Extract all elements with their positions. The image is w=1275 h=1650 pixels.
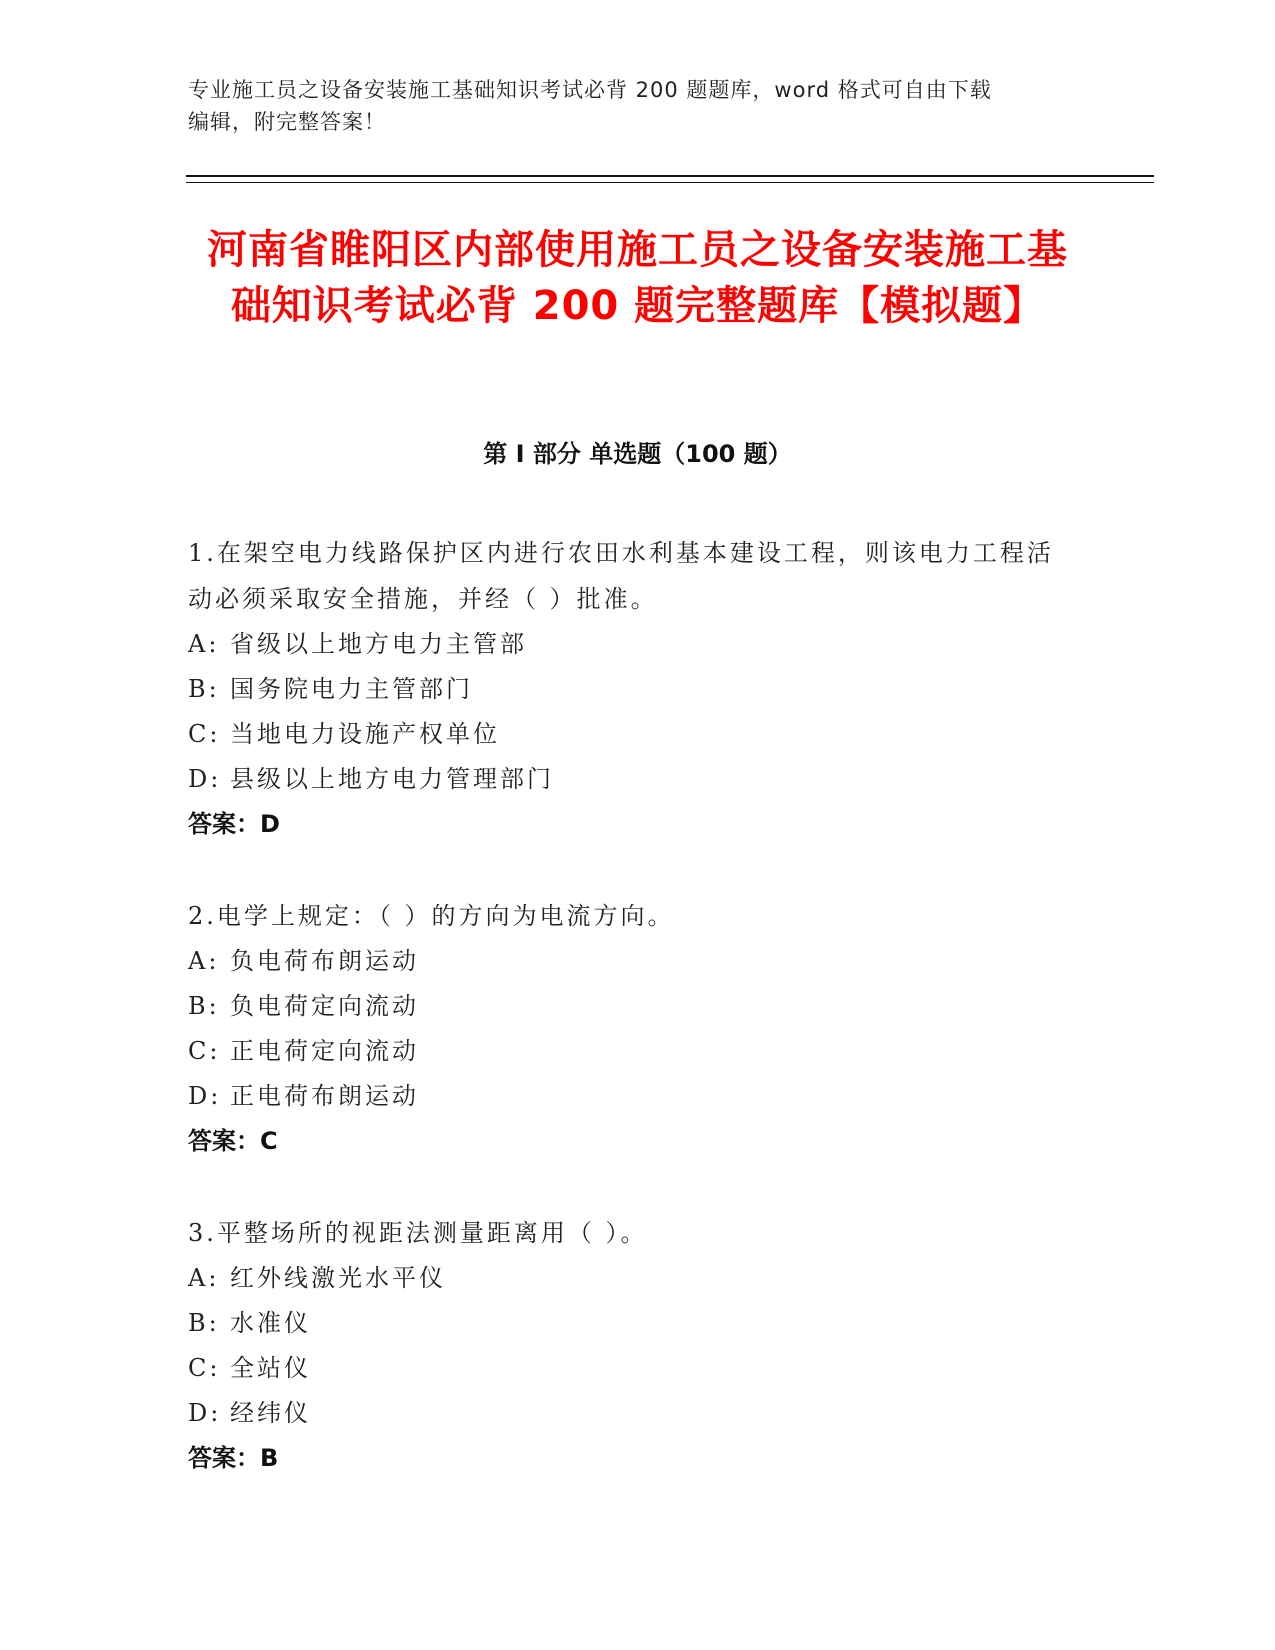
option-letter: D: bbox=[188, 765, 222, 793]
option-letter: A: bbox=[188, 947, 220, 975]
option-b bbox=[188, 1301, 1068, 1346]
header-note-line: 编辑，附完整答案！ bbox=[188, 110, 386, 134]
header-rule-thin bbox=[186, 182, 1154, 183]
option-d bbox=[188, 1074, 1068, 1119]
question-item bbox=[188, 530, 1068, 847]
option-letter: C: bbox=[188, 1037, 221, 1065]
option-text: 水准仪 bbox=[230, 1309, 311, 1337]
option-a bbox=[188, 1256, 1068, 1301]
section-title: 第 I 部分 单选题（100 题） bbox=[483, 440, 792, 468]
question-item bbox=[188, 1210, 1068, 1481]
option-c bbox=[188, 1029, 1068, 1074]
option-d bbox=[188, 757, 1068, 802]
option-text: 国务院电力主管部门 bbox=[230, 675, 473, 703]
option-text: 县级以上地方电力管理部门 bbox=[230, 765, 554, 793]
header-note bbox=[188, 74, 1088, 138]
option-letter: A: bbox=[188, 630, 220, 658]
option-b bbox=[188, 984, 1068, 1029]
question-stem: 1.在架空电力线路保护区内进行农田水利基本建设工程，则该电力工程活动必须采取安全措施，并经（ ）批准。 bbox=[188, 539, 1054, 613]
answer-line: 答案：B bbox=[188, 1444, 279, 1472]
option-letter: A: bbox=[188, 1264, 220, 1292]
option-text: 负电荷布朗运动 bbox=[230, 947, 419, 975]
option-text: 正电荷布朗运动 bbox=[230, 1082, 419, 1110]
answer-line: 答案：D bbox=[188, 810, 280, 838]
header-note-line: 专业施工员之设备安装施工基础知识考试必背 200 题题库，word 格式可自由下载 bbox=[188, 78, 992, 102]
option-b bbox=[188, 667, 1068, 712]
option-text: 省级以上地方电力主管部 bbox=[230, 630, 527, 658]
option-text: 当地电力设施产权单位 bbox=[230, 720, 500, 748]
question-stem: 2.电学上规定：（ ）的方向为电流方向。 bbox=[188, 902, 675, 930]
option-text: 全站仪 bbox=[230, 1354, 311, 1382]
option-letter: B: bbox=[188, 675, 220, 703]
option-letter: B: bbox=[188, 992, 220, 1020]
option-letter: D: bbox=[188, 1399, 222, 1427]
option-text: 负电荷定向流动 bbox=[230, 992, 419, 1020]
option-c bbox=[188, 1346, 1068, 1391]
header-rule-thick bbox=[186, 175, 1154, 177]
answer-line: 答案：C bbox=[188, 1127, 278, 1155]
option-letter: D: bbox=[188, 1082, 222, 1110]
option-text: 正电荷定向流动 bbox=[230, 1037, 419, 1065]
option-text: 红外线激光水平仪 bbox=[230, 1264, 446, 1292]
question-list bbox=[188, 530, 1068, 1527]
option-text: 经纬仪 bbox=[230, 1399, 311, 1427]
option-a bbox=[188, 939, 1068, 984]
document-title: 河南省睢阳区内部使用施工员之设备安装施工基础知识考试必背 200 题完整题库【模拟题】 bbox=[207, 227, 1068, 329]
option-a bbox=[188, 622, 1068, 667]
option-letter: B: bbox=[188, 1309, 220, 1337]
question-item bbox=[188, 893, 1068, 1164]
option-c bbox=[188, 712, 1068, 757]
option-letter: C: bbox=[188, 1354, 221, 1382]
option-d bbox=[188, 1391, 1068, 1436]
question-stem: 3.平整场所的视距法测量距离用（ ）。 bbox=[188, 1219, 648, 1247]
option-letter: C: bbox=[188, 720, 221, 748]
